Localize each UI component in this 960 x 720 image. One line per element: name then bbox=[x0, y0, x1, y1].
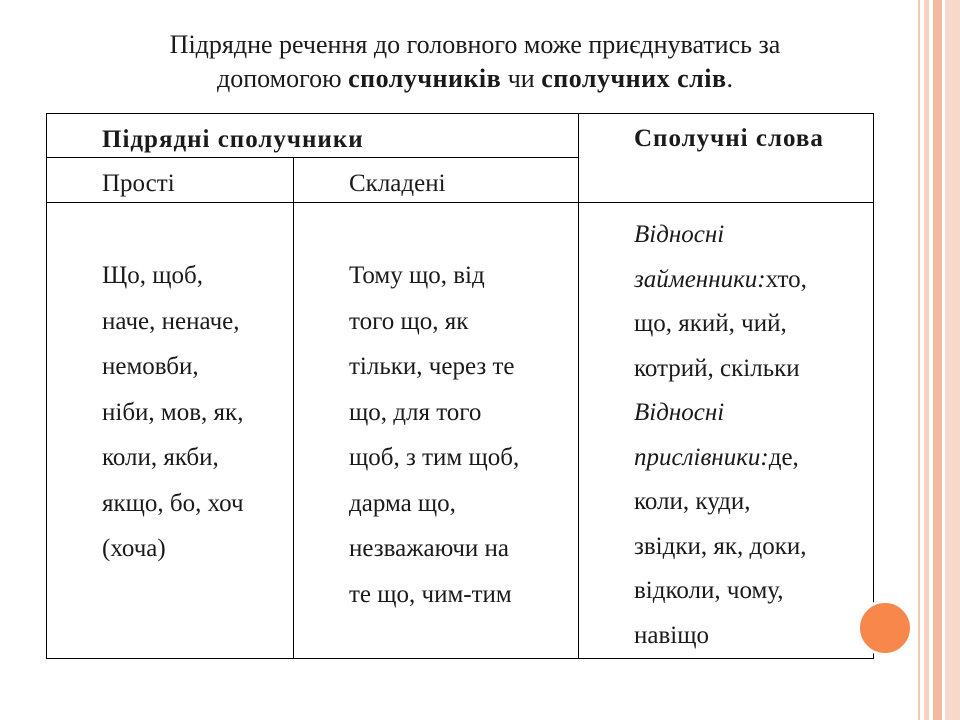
list-item: (хоча) bbox=[102, 535, 166, 562]
intro-line-1: Підрядне речення до головного може приєднуватись за bbox=[169, 30, 781, 59]
pronouns-label: Відносні bbox=[634, 221, 725, 248]
adverbs-list: звідки, як, доки, bbox=[634, 532, 807, 560]
adverbs-label: прислівники: bbox=[634, 443, 769, 471]
adverbs-list: відколи, чому, bbox=[634, 577, 784, 604]
list-item: те що, чим-тим bbox=[349, 580, 512, 608]
list-item: що, для того bbox=[349, 398, 482, 426]
list-item: Що, щоб, bbox=[102, 262, 203, 289]
subheader-simple: Прості bbox=[47, 158, 294, 203]
list-item: незважаючи на bbox=[349, 535, 509, 562]
decor-stripe bbox=[933, 0, 942, 720]
list-item: якщо, бо, хоч bbox=[102, 489, 244, 517]
pronouns-list: хто, bbox=[765, 265, 807, 293]
cell-simple-list bbox=[47, 203, 294, 659]
intro-text-part: . bbox=[726, 64, 733, 93]
decor-circle bbox=[857, 600, 913, 656]
intro-bold-words: сполучних слів bbox=[541, 64, 727, 93]
cell-connective-words bbox=[579, 203, 874, 659]
adverbs-label: Відносні bbox=[634, 399, 725, 426]
subheader-compound: Складені bbox=[294, 158, 579, 203]
list-item: наче, неначе, bbox=[102, 307, 240, 335]
intro-text-part: чи bbox=[501, 64, 542, 93]
header-words: Сполучні слова bbox=[579, 114, 874, 203]
adverbs-list: коли, куди, bbox=[634, 488, 751, 515]
header-conjunctions: Підрядні сполучники bbox=[47, 114, 579, 158]
intro-text bbox=[40, 28, 910, 96]
intro-line-2 bbox=[40, 62, 910, 96]
decor-stripe bbox=[918, 0, 920, 720]
list-item: Тому що, від bbox=[349, 262, 485, 289]
decor-stripe bbox=[945, 0, 960, 720]
adverbs-list: де, bbox=[768, 443, 799, 471]
adverbs-line bbox=[634, 436, 873, 481]
cell-compound-list bbox=[294, 203, 579, 659]
decor-stripe bbox=[924, 0, 929, 720]
pronouns-list: котрий, скільки bbox=[634, 354, 800, 382]
list-item: коли, якби, bbox=[102, 444, 219, 471]
list-item: тільки, через те bbox=[349, 353, 515, 380]
list-item: того що, як bbox=[349, 307, 469, 335]
pronouns-label: займенники: bbox=[634, 265, 766, 293]
list-item: немовби, bbox=[102, 353, 199, 380]
list-item: ніби, мов, як, bbox=[102, 398, 244, 426]
intro-bold-conjunctions: сполучників bbox=[348, 64, 502, 93]
pronouns-line bbox=[634, 258, 873, 303]
list-item: дарма що, bbox=[349, 489, 456, 517]
list-item: щоб, з тим щоб, bbox=[349, 444, 520, 471]
intro-text-part: допомогою bbox=[217, 64, 349, 93]
pronouns-list: що, який, чий, bbox=[634, 310, 787, 337]
adverbs-list: навіщо bbox=[634, 621, 709, 649]
conjunctions-table bbox=[46, 113, 874, 659]
